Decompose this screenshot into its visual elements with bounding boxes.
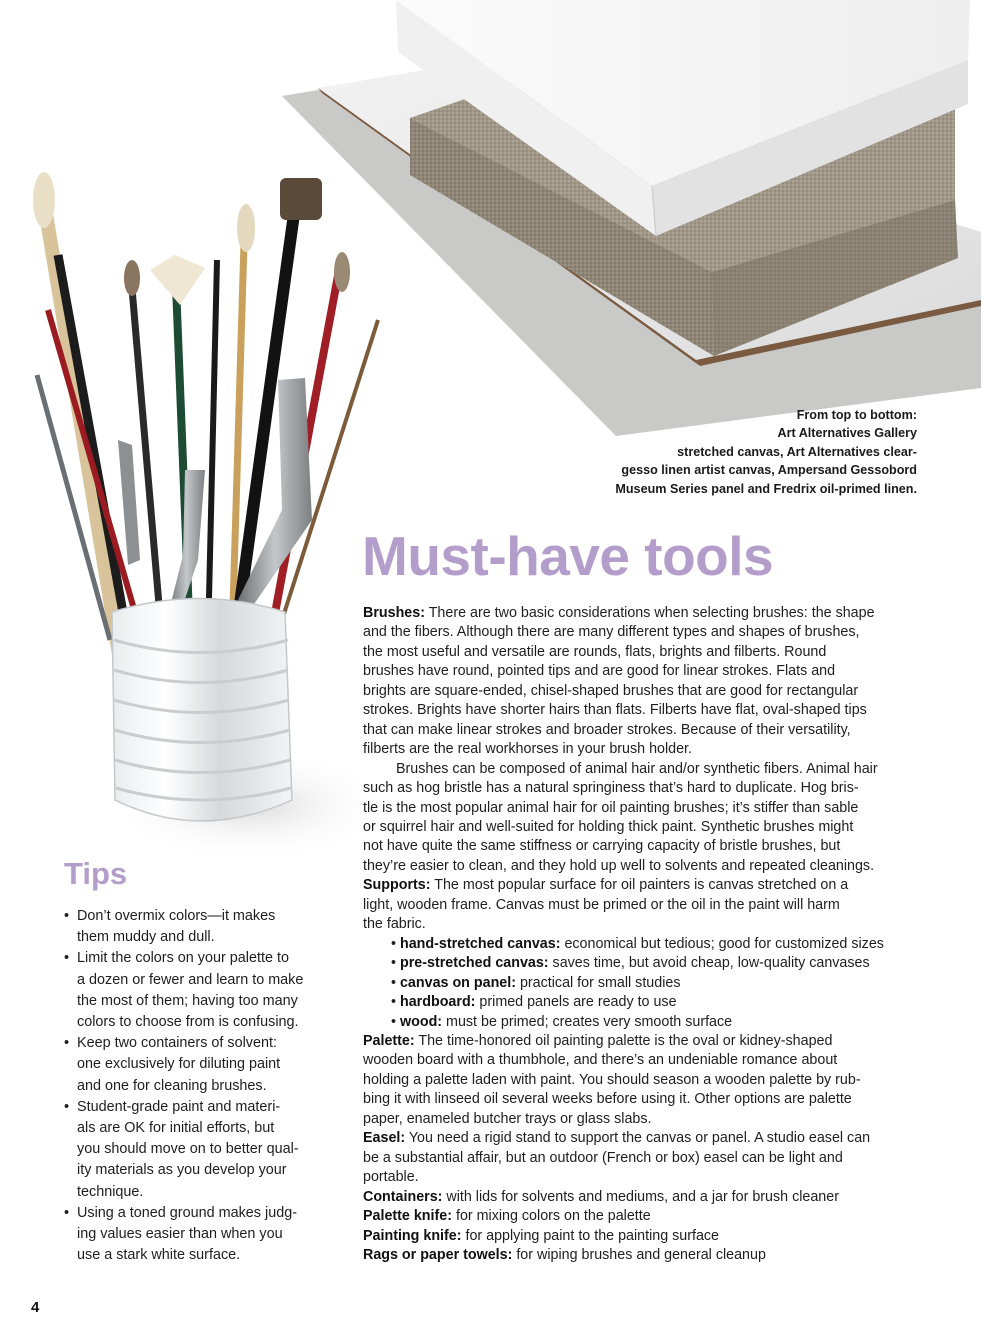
body-line: Brushes: There are two basic considerations when selecting brushes: the shape — [363, 605, 875, 621]
body-line: holding a palette laden with paint. You should season a wooden palette by rub- — [363, 1071, 861, 1088]
body-line: Palette: The time-honored oil painting palette is the oval or kidney-shaped — [363, 1032, 833, 1049]
body-line: Rags or paper towels: for wiping brushes and general cleanup — [363, 1246, 766, 1263]
body-line: Painting knife: for applying paint to the painting surface — [363, 1227, 720, 1244]
support-bullet: • wood: must be primed; creates very smooth surface — [391, 1013, 733, 1030]
support-bullet: • canvas on panel: practical for small studies — [391, 974, 681, 991]
tip-bullet: • — [64, 1035, 70, 1052]
page-heading: Must-have tools — [362, 525, 774, 587]
tip-item: • Using a toned ground makes judg- ing values easier than when you use a stark white surface. — [64, 1204, 297, 1264]
body-line: light, wooden frame. Canvas must be primed or the oil in the paint will harm — [363, 896, 840, 913]
brushes-in-jar-photo — [0, 170, 390, 870]
caption-line: From top to bottom: — [796, 408, 917, 422]
photo-caption — [517, 406, 917, 498]
term: Rags or paper towels: — [363, 1246, 513, 1263]
body-line: bing it with linseed oil several weeks before using it. Other options are palette — [363, 1091, 852, 1108]
support-bullet: • hardboard: primed panels are ready to use — [391, 994, 677, 1011]
glass-jar — [112, 599, 292, 822]
brush-handles — [37, 185, 378, 660]
body-line: Supports: The most popular surface for oil painters is canvas stretched on a — [363, 877, 849, 894]
page-number: 4 — [31, 1299, 40, 1316]
caption-line: stretched canvas, Art Alternatives clear- — [677, 444, 917, 459]
term: Brushes: — [363, 605, 425, 621]
body-line: the most useful and versatile are rounds, flats, brights and filberts. Round — [363, 643, 827, 660]
body-text — [363, 604, 933, 1265]
body-line: filberts are the real workhorses in your brush holder. — [363, 741, 692, 758]
body-line: Brushes can be composed of animal hair and/or synthetic fibers. Animal hair — [396, 760, 878, 777]
term: Easel: — [363, 1130, 406, 1147]
body-line: and the fibers. Although there are many different types and shapes of brushes, — [363, 624, 860, 641]
caption-line: Art Alternatives Gallery — [777, 426, 917, 441]
body-line: the fabric. — [363, 916, 426, 933]
body-line: brushes have round, pointed tips and are good for linear strokes. Flats and — [363, 663, 836, 680]
term: Painting knife: — [363, 1227, 462, 1244]
term: Supports: — [363, 877, 431, 894]
caption-line: gesso linen artist canvas, Ampersand Gessobord — [621, 463, 917, 478]
support-bullet: • pre-stretched canvas: saves time, but avoid cheap, low-quality canvases — [391, 955, 870, 972]
term: Palette knife: — [363, 1208, 452, 1225]
term: Palette: — [363, 1032, 415, 1049]
body-line: or squirrel hair and well-suited for holding thick paint. Synthetic brushes might — [363, 818, 854, 835]
body-line: strokes. Brights have shorter hairs than flats. Filberts have flat, oval-shaped tips — [363, 702, 867, 719]
body-line: Containers: with lids for solvents and mediums, and a jar for brush cleaner — [363, 1188, 839, 1205]
tip-item: • Student-grade paint and materi- als are OK for initial efforts, but you should move on to better qual- ity materials as you develop your technique. — [64, 1098, 299, 1200]
body-line: not have quite the same stiffness or carrying capacity of bristle brushes, but — [363, 838, 841, 855]
brush-heads — [33, 172, 350, 305]
tip-bullet: • — [64, 950, 70, 967]
body-line: be a substantial affair, but an outdoor (French or box) easel can be light and — [363, 1149, 843, 1166]
support-bullet: • hand-stretched canvas: economical but tedious; good for customized sizes — [391, 935, 884, 952]
body-line: such as hog bristle has a natural springiness that’s hard to duplicate. Hog bris- — [363, 780, 859, 797]
tip-bullet: • — [64, 1204, 70, 1221]
body-line: Easel: You need a rigid stand to support the canvas or panel. A studio easel can — [363, 1130, 871, 1147]
tip-item: • Don’t overmix colors—it makes them muddy and dull. — [64, 908, 276, 946]
body-line: that can make linear strokes and broader strokes. Because of their versatility, — [363, 721, 851, 738]
body-line: wooden board with a thumbhole, and there’s an undeniable romance about — [363, 1052, 838, 1069]
body-line: portable. — [363, 1169, 419, 1186]
body-line: tle is the most popular animal hair for oil painting brushes; it’s stiffer than sable — [363, 799, 859, 816]
body-line: Palette knife: for mixing colors on the palette — [363, 1208, 651, 1225]
tips-list — [64, 906, 354, 1266]
tip-item: • Limit the colors on your palette to a dozen or fewer and learn to make the most of them; having too many colors to choose from is confusing. — [64, 950, 304, 1031]
body-line: they’re easier to clean, and they hold up well to solvents and repeated cleanings. — [363, 857, 875, 874]
tip-item: • Keep two containers of solvent: one exclusively for diluting paint and one for cleaning brushes. — [64, 1035, 281, 1094]
tip-bullet: • — [64, 1098, 70, 1115]
tip-bullet: • — [64, 908, 70, 924]
tips-heading: Tips — [64, 856, 128, 891]
term: Containers: — [363, 1188, 443, 1205]
body-line: paper, enameled butcher trays or glass slabs. — [363, 1110, 652, 1127]
body-line: brights are square-ended, chisel-shaped brushes that are good for rectangular — [363, 682, 859, 699]
caption-line: Museum Series panel and Fredrix oil-primed linen. — [615, 481, 917, 496]
